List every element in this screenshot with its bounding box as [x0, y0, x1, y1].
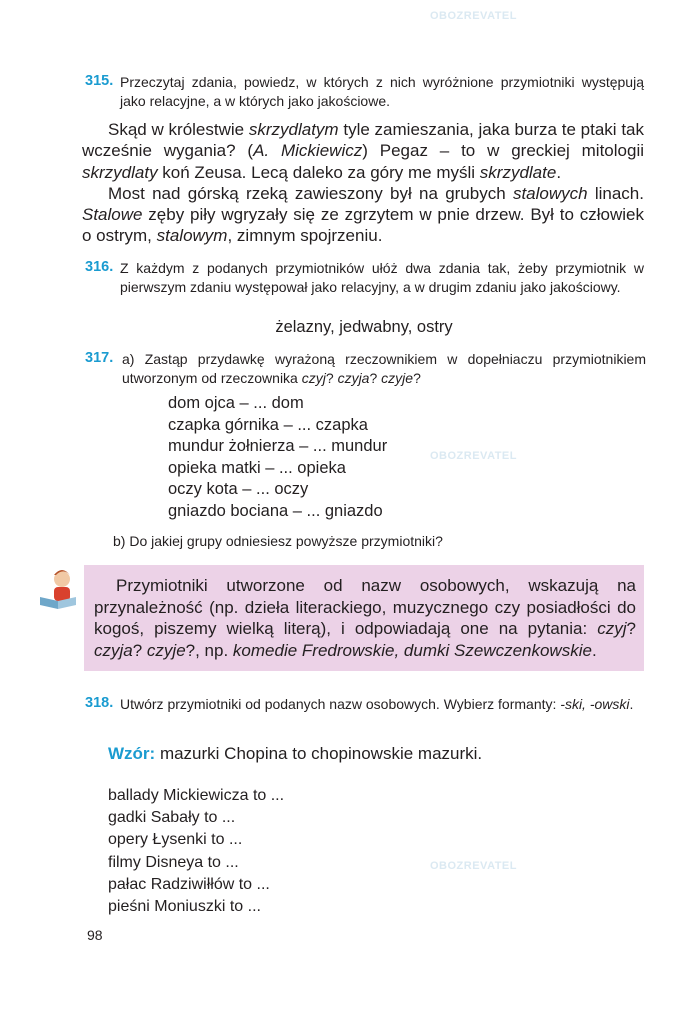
list-item: gniazdo bociana – ... gniazdo [168, 501, 383, 520]
list-item: dom ojca – ... dom [168, 394, 304, 412]
exercise-number: 317. [85, 350, 114, 366]
watermark: OBOZREVATEL [430, 450, 517, 462]
phrase-list [108, 785, 284, 918]
exercise-instruction: Utwórz przymiotniki od podanych nazw osobowych. Wybierz formanty: -ski, -owski. [120, 696, 634, 712]
exercise-text: Skąd w królestwie skrzydlatym tyle zamieszania, jaka burza te ptaki tak wcześnie wygania? (A. Mickiewicz) Pegaz – to w greckiej mitologii skrzydlaty koń Zeusa. Lecą daleko za góry me myśli skrzydlate. Most nad górską rzeką zawieszony był na grubych stalowych linach. Stalowe zęby piły wgryzały się ze zgrzytem w pnie drzew. Był to człowiek o ostrym, stalowym, zimnym spojrzeniu. [82, 120, 644, 246]
watermark: OBOZREVATEL [430, 860, 517, 872]
list-item: mundur żołnierza – ... mundur [168, 437, 388, 455]
exercise-question: b) Do jakiej grupy odniesiesz powyższe przymiotniki? [113, 533, 443, 549]
exercise-instruction: Przeczytaj zdania, powiedz, w których z nich wyróżnione przymiotniki występują jako relacyjne, a w których jako jakościowe. [120, 74, 644, 109]
list-item: oczy kota – ... oczy [168, 480, 309, 498]
boy-reading-icon [36, 567, 82, 611]
watermark: OBOZREVATEL [430, 10, 517, 22]
exercise-number: 315. [85, 73, 114, 89]
exercise-number: 318. [85, 695, 114, 711]
list-item: opieka matki – ... opieka [168, 458, 346, 477]
list-item: pieśni Moniuszki to ... [108, 898, 261, 916]
list-item: pałac Radziwiłłów to ... [108, 875, 270, 893]
exercise-number: 316. [85, 259, 114, 275]
list-item: ballady Mickiewicza to ... [108, 787, 285, 804]
exercise-instruction: a) Zastąp przydawkę wyrażoną rzeczownikiem w dopełniaczu przymiotnikiem utworzonym od rzeczownika czyj? czyja? czyje? [122, 351, 646, 386]
word-list: żelazny, jedwabny, ostry [275, 318, 453, 336]
phrase-list [168, 393, 387, 522]
rule-box: Przymiotniki utworzone od nazw osobowych, wskazują na przynależność (np. dzieła literackiego, muzycznego czy posiadłości do kogoś, piszemy wielką literą), i odpowiadają one na pytania: czyj? czyja? czyje?, np. komedie Fredrowskie, dumki Szewczenkowskie. [84, 565, 644, 671]
exercise-instruction: Z każdym z podanych przymiotników ułóż dwa zdania tak, żeby przymiotnik w pierwszym zdaniu występował jako relacyjny, a w drugim zdaniu jako jakościowy. [120, 260, 644, 295]
list-item: filmy Disneya to ... [108, 853, 239, 871]
page-number: 98 [87, 927, 103, 943]
list-item: czapka górnika – ... czapka [168, 415, 368, 434]
list-item: opery Łysenki to ... [108, 831, 243, 849]
list-item: gadki Sabały to ... [108, 809, 236, 827]
model-example: Wzór: mazurki Chopina to chopinowskie mazurki. [108, 744, 483, 763]
